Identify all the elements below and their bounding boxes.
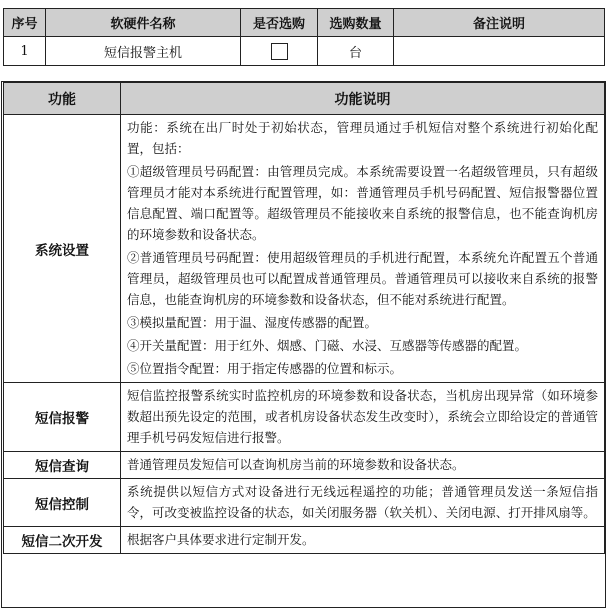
description-paragraph: 根据客户具体要求进行定制开发。	[127, 532, 315, 547]
function-name-sms-custom-dev: 短信二次开发	[4, 527, 121, 554]
row-quantity-unit[interactable]: 台	[318, 37, 394, 66]
order-table	[3, 8, 605, 66]
function-description-sms-query	[121, 452, 605, 479]
description-paragraph: ③模拟量配置：用于温、湿度传感器的配置。	[127, 315, 378, 330]
header-selected: 是否选购	[241, 9, 318, 37]
table-row	[4, 527, 605, 554]
row-notes[interactable]	[394, 37, 605, 66]
description-paragraph: ④开关量配置：用于红外、烟感、门磁、水浸、互感器等传感器的配置。	[127, 338, 528, 353]
row-selected-cell	[241, 37, 318, 66]
table-row	[4, 479, 605, 527]
table-row	[4, 37, 605, 66]
table-row	[4, 452, 605, 479]
function-name-sms-query: 短信查询	[4, 452, 121, 479]
header-notes: 备注说明	[394, 9, 605, 37]
function-name-sms-alarm: 短信报警	[4, 383, 121, 452]
description-paragraph: 功能：系统在出厂时处于初始状态，管理员通过手机短信对整个系统进行初始化配置，包括：	[127, 120, 598, 156]
row-index: 1	[4, 37, 46, 66]
description-paragraph: ①超级管理员号码配置：由管理员完成。本系统需要设置一名超级管理员，只有超级管理员才能对本系统进行配置管理，如：普通管理员手机号码配置、短信报警器位置信息配置、端口配置等。超级管理员不能接收来自系统的报警信息，也不能查询机房的环境参数和设备状态。	[127, 164, 598, 242]
purchase-checkbox[interactable]	[271, 43, 288, 60]
description-paragraph: ②普通管理员号码配置：使用超级管理员的手机进行配置，本系统允许配置五个普通管理员，超级管理员也可以配置成普通管理员。普通管理员可以接收来自系统的报警信息，也能查询机房的环境参数和设备状态，但不能对系统进行配置。	[127, 250, 598, 307]
function-description-system-settings	[121, 115, 605, 383]
description-paragraph: 系统提供以短信方式对设备进行无线远程遥控的功能；普通管理员发送一条短信指令，可改变被监控设备的状态，如关闭服务器（软关机）、关闭电源、打开排风扇等。	[127, 484, 598, 520]
table-row	[4, 115, 605, 383]
header-function: 功能	[4, 83, 121, 115]
table-row	[4, 383, 605, 452]
function-name-sms-control: 短信控制	[4, 479, 121, 527]
function-description-sms-custom-dev	[121, 527, 605, 554]
function-description-sms-control	[121, 479, 605, 527]
header-function-description: 功能说明	[121, 83, 605, 115]
order-header-row	[4, 9, 605, 37]
header-index: 序号	[4, 9, 46, 37]
function-header-row	[4, 83, 605, 115]
function-name-system-settings: 系统设置	[4, 115, 121, 383]
description-paragraph: 短信监控报警系统实时监控机房的环境参数和设备状态，当机房出现异常（如环境参数超出预先设定的范围，或者机房设备状态发生改变时），系统会立即给设定的普通管理手机号码发短信进行报警。	[127, 388, 598, 445]
description-paragraph: 普通管理员发短信可以查询机房当前的环境参数和设备状态。	[127, 457, 465, 472]
row-item-name: 短信报警主机	[46, 37, 241, 66]
description-paragraph: ⑤位置指令配置：用于指定传感器的位置和标示。	[127, 361, 403, 376]
header-item-name: 软硬件名称	[46, 9, 241, 37]
header-quantity: 选购数量	[318, 9, 394, 37]
function-table	[3, 82, 605, 554]
function-description-sms-alarm	[121, 383, 605, 452]
